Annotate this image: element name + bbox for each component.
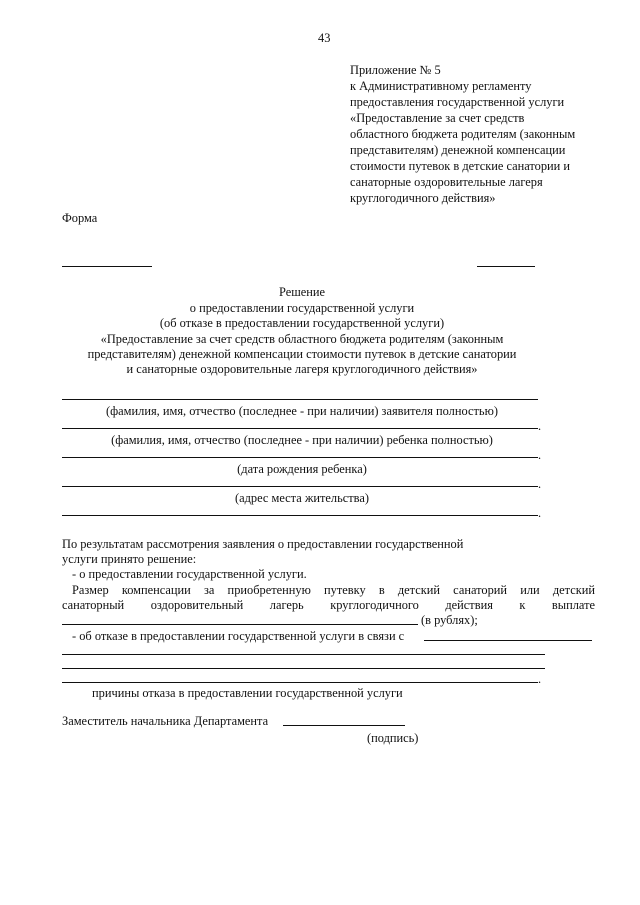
extra-blank [62, 515, 538, 516]
appendix-line: предоставления государственной услуги [350, 95, 565, 109]
refusal-reason-blank [424, 640, 592, 641]
intro-line-1: По результатам рассмотрения заявления о предоставлении государственной [62, 537, 464, 551]
signature-blank [283, 725, 405, 726]
form-label: Форма [62, 211, 98, 225]
document-date-blank [477, 266, 535, 267]
applicant-name-blank [62, 399, 538, 400]
amount-line-1: Размер компенсации за приобретенную путевку в детский санаторий или детский [72, 583, 595, 597]
appendix-line: областного бюджета родителям (законным [350, 127, 576, 141]
amount-blank [62, 624, 418, 625]
appendix-line: круглогодичного действия» [350, 191, 496, 205]
appendix-line: к Административному регламенту [350, 79, 532, 93]
refusal-reason-blank-4 [62, 682, 538, 683]
period: . [538, 419, 542, 433]
title-line: Решение [278, 285, 326, 299]
title-line: и санаторные оздоровительные лагеря круглогодичного действия» [126, 362, 478, 376]
title-line: о предоставлении государственной услуги [189, 301, 415, 315]
signature-caption: (подпись) [367, 731, 419, 745]
applicant-name-blank-2 [62, 428, 538, 429]
period: . [538, 477, 542, 491]
period: . [538, 672, 542, 686]
appendix-line: представителям) денежной компенсации [350, 143, 566, 157]
document-number-blank [62, 266, 152, 267]
refusal-reason-blank-3 [62, 668, 545, 669]
period: . [538, 448, 542, 462]
amount-line-2: санаторный оздоровительный лагерь круглогодичного действия к выплате [62, 598, 595, 612]
birth-date-caption: (дата рождения ребенка) [237, 462, 367, 476]
appendix-line: Приложение № 5 [350, 63, 441, 77]
title-line: (об отказе в предоставлении государственной услуги) [159, 316, 445, 330]
address-blank [62, 486, 538, 487]
title-line: представителям) денежной компенсации стоимости путевок в детские санатории [87, 347, 517, 361]
child-name-caption: (фамилия, имя, отчество (последнее - при наличии) ребенка полностью) [111, 433, 493, 447]
appendix-line: санаторные оздоровительные лагеря [350, 175, 543, 189]
child-birth-date-blank [62, 457, 538, 458]
title-line: «Предоставление за счет средств областного бюджета родителям (законным [100, 332, 504, 346]
address-caption: (адрес места жительства) [234, 491, 369, 505]
intro-line-2: услуги принято решение: [62, 552, 197, 566]
amount-suffix: (в рублях); [421, 613, 478, 627]
page-number: 43 [318, 31, 331, 45]
appendix-line: «Предоставление за счет средств [350, 111, 525, 125]
period: . [538, 506, 542, 520]
refusal-option: - об отказе в предоставлении государственной услуги в связи с [72, 629, 405, 643]
appendix-line: стоимости путевок в детские санатории и [350, 159, 571, 173]
applicant-name-caption: (фамилия, имя, отчество (последнее - при наличии) заявителя полностью) [106, 404, 498, 418]
refusal-reason-blank-2 [62, 654, 545, 655]
signatory-position: Заместитель начальника Департамента [62, 714, 269, 728]
refusal-caption: причины отказа в предоставлении государственной услуги [92, 686, 403, 700]
grant-option: - о предоставлении государственной услуги. [72, 567, 307, 581]
